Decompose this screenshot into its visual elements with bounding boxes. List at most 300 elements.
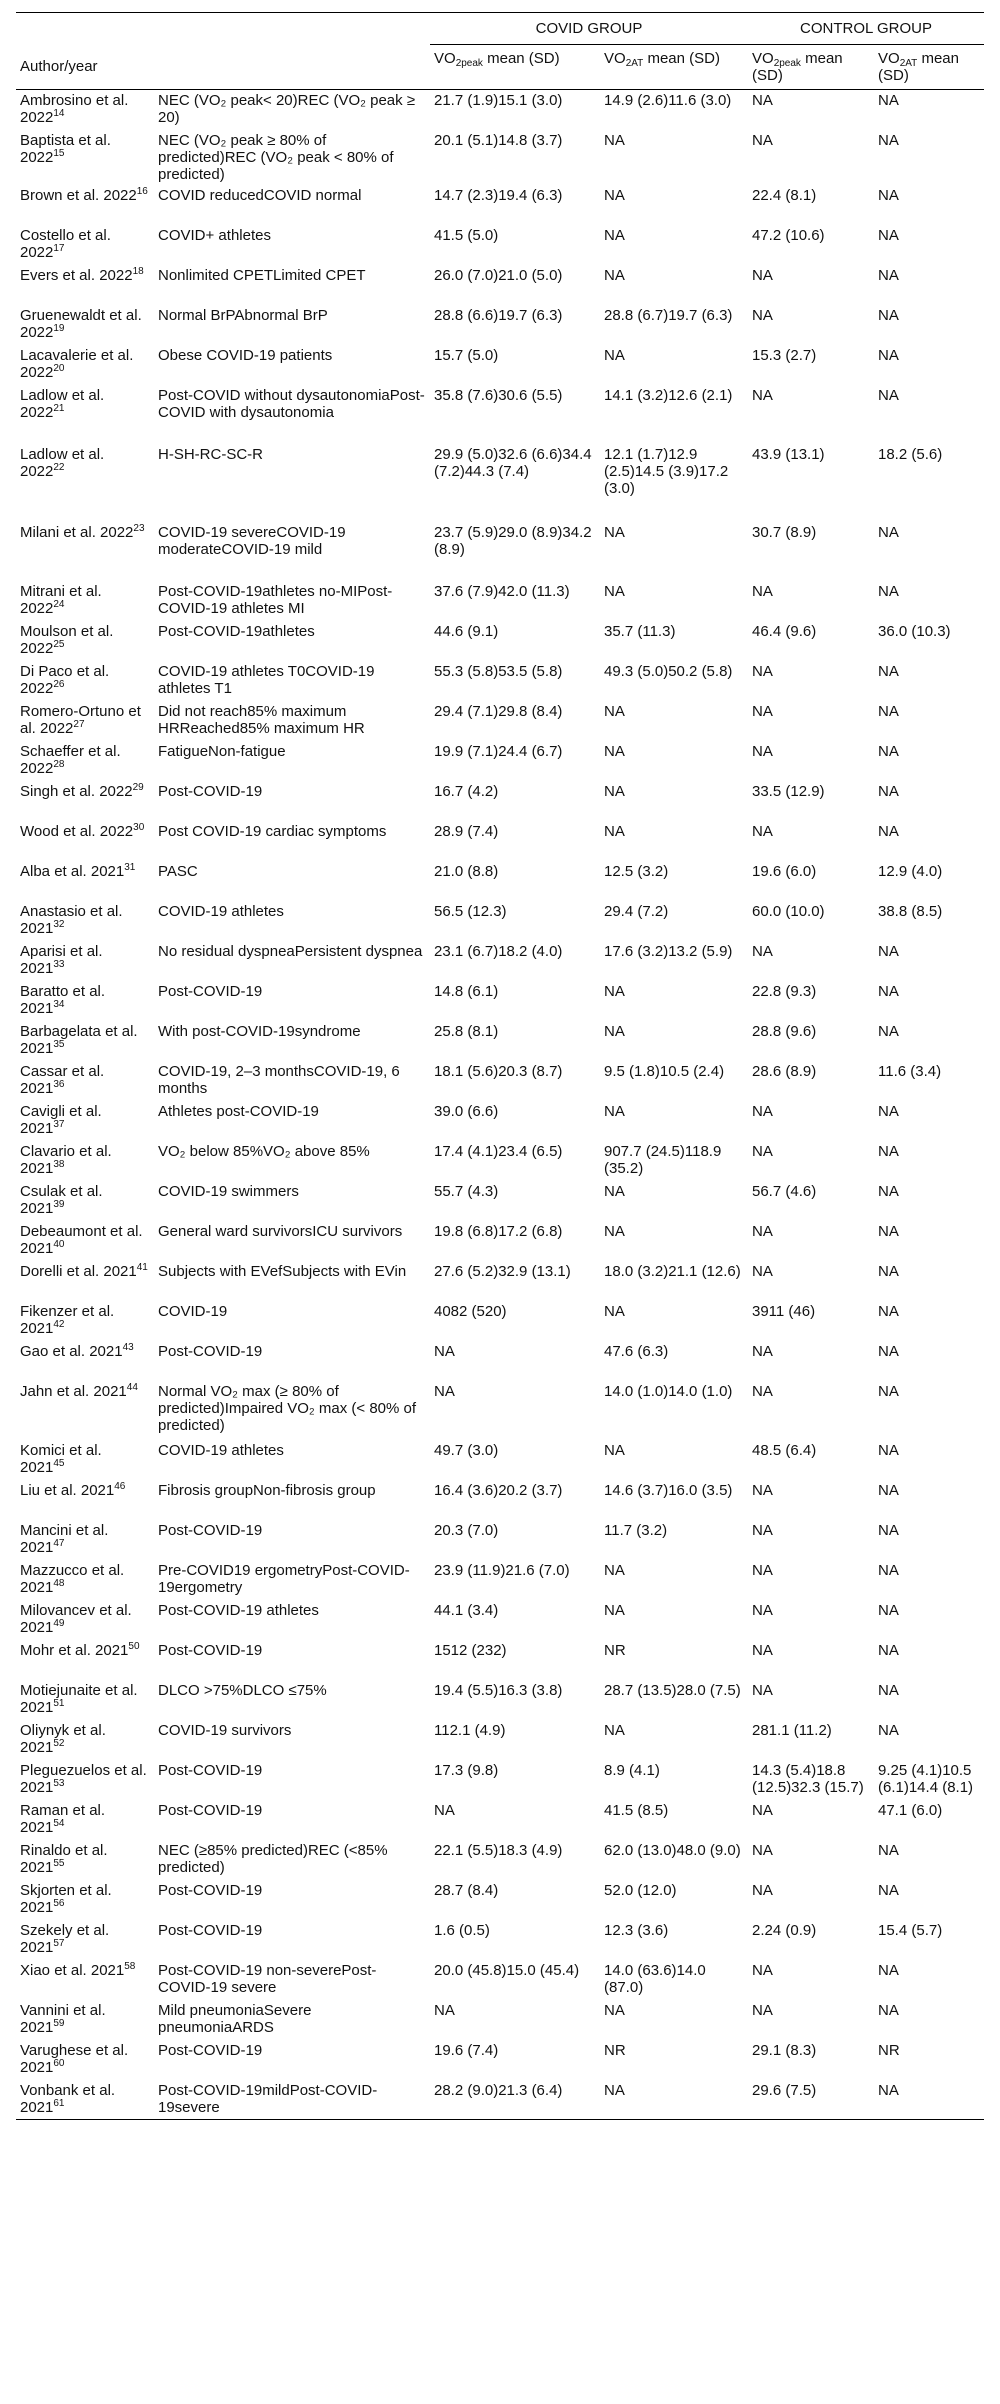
author-year-text: Di Paco et al. 2022 (20, 662, 110, 697)
cell-covid-vo2peak: 25.8 (8.1) (434, 1022, 499, 1040)
cell-group: Subjects with EVefSubjects with EVin (158, 1262, 407, 1280)
table-row (16, 1440, 984, 1480)
cell-covid-vo2at: NA (604, 1182, 625, 1200)
cell-control-vo2peak: NA (752, 582, 773, 600)
author-year-text: Komici et al. 2021 (20, 1441, 102, 1476)
cell-control-vo2peak: 19.6 (6.0) (752, 862, 817, 880)
cell-covid-vo2at: NA (604, 1022, 625, 1040)
author-year-text: Aparisi et al. 2021 (20, 942, 103, 977)
cell-group: Post COVID-19 cardiac symptoms (158, 822, 387, 840)
cell-covid-vo2at: NA (604, 2001, 625, 2019)
author-year-text: Mancini et al. 2021 (20, 1521, 109, 1556)
cell-covid-vo2peak: 112.1 (4.9) (434, 1721, 506, 1739)
cell-covid-vo2at: 47.6 (6.3) (604, 1342, 669, 1360)
cell-covid-vo2peak: 29.4 (7.1)29.8 (8.4) (434, 702, 563, 720)
cell-covid-vo2peak: 35.8 (7.6)30.6 (5.5) (434, 386, 563, 404)
author-year-text: Vannini et al. 2021 (20, 2001, 106, 2036)
reference-number: 42 (53, 1318, 65, 1330)
cell-control-vo2peak: NA (752, 1561, 773, 1579)
cell-control-vo2peak: NA (752, 662, 773, 680)
cell-group: COVID-19, 2–3 monthsCOVID-19, 6 months (158, 1062, 400, 1097)
reference-number: 49 (53, 1617, 65, 1629)
table-row (16, 1560, 984, 1600)
cell-control-vo2peak: 60.0 (10.0) (752, 902, 825, 920)
cell-author (16, 1640, 154, 1680)
cell-control-vo2peak: NA (752, 1342, 773, 1360)
table-row (16, 1760, 984, 1800)
table-row (16, 1920, 984, 1960)
cell-author (16, 1520, 154, 1560)
cell-group: Obese COVID-19 patients (158, 346, 333, 364)
table-row (16, 1141, 984, 1181)
reference-number: 58 (124, 1960, 136, 1972)
reference-number: 20 (53, 362, 65, 374)
cell-author (16, 1181, 154, 1221)
cell-control-vo2at: NA (878, 131, 899, 149)
author-year-text: Mohr et al. 2021 (20, 1641, 129, 1659)
cell-control-vo2at: 47.1 (6.0) (878, 1801, 943, 1819)
cell-control-vo2at: NA (878, 582, 899, 600)
cell-covid-vo2at: NA (604, 346, 625, 364)
cell-control-vo2peak: NA (752, 1881, 773, 1899)
reference-number: 41 (136, 1261, 148, 1273)
cell-control-vo2peak: NA (752, 1601, 773, 1619)
cell-control-vo2at: 38.8 (8.5) (878, 902, 943, 920)
author-year-text: Mitrani et al. 2022 (20, 582, 102, 617)
cell-covid-vo2peak: 55.7 (4.3) (434, 1182, 499, 1200)
cell-control-vo2peak: NA (752, 1801, 773, 1819)
cell-author (16, 1261, 154, 1301)
cell-control-vo2peak: 22.8 (9.3) (752, 982, 817, 1000)
cell-covid-vo2at: 18.0 (3.2)21.1 (12.6) (604, 1262, 741, 1280)
reference-number: 51 (53, 1697, 65, 1709)
table-row (16, 1960, 984, 2000)
header-control-vo2at: $VO_{2AT}$ mean (SD) (874, 45, 984, 90)
cell-covid-vo2peak: 20.0 (45.8)15.0 (45.4) (434, 1961, 580, 1979)
author-year-text: Skjorten et al. 2021 (20, 1881, 112, 1916)
table-row (16, 1181, 984, 1221)
cell-covid-vo2at: 62.0 (13.0)48.0 (9.0) (604, 1841, 741, 1859)
cell-covid-vo2at: 14.0 (1.0)14.0 (1.0) (604, 1382, 733, 1400)
cell-author (16, 661, 154, 701)
cell-group: Post-COVID-19 (158, 2041, 263, 2059)
cell-covid-vo2at: 12.3 (3.6) (604, 1921, 669, 1939)
cell-covid-vo2peak: 18.1 (5.6)20.3 (8.7) (434, 1062, 563, 1080)
reference-number: 16 (136, 185, 148, 197)
cell-covid-vo2peak: 22.1 (5.5)18.3 (4.9) (434, 1841, 563, 1859)
header-covid-group: COVID GROUP (430, 13, 748, 45)
cell-author (16, 1960, 154, 2000)
cell-covid-vo2peak: 4082 (520) (434, 1302, 507, 1320)
cell-control-vo2peak: 28.6 (8.9) (752, 1062, 817, 1080)
cell-control-vo2at: NA (878, 1262, 899, 1280)
cell-control-vo2at: NA (878, 1022, 899, 1040)
cell-control-vo2at: NA (878, 1441, 899, 1459)
cell-author (16, 522, 154, 581)
cell-group: PASC (158, 862, 198, 880)
table-row (16, 861, 984, 901)
cell-group: No residual dyspneaPersistent dyspnea (158, 942, 423, 960)
reference-number: 37 (53, 1118, 65, 1130)
cell-control-vo2peak: NA (752, 386, 773, 404)
cell-covid-vo2at: NA (604, 1102, 625, 1120)
header-group-row (16, 13, 984, 45)
cell-author (16, 581, 154, 621)
cell-author (16, 1061, 154, 1101)
cell-group: FatigueNon-fatigue (158, 742, 286, 760)
cell-covid-vo2at: NA (604, 1302, 625, 1320)
cell-control-vo2at: NA (878, 92, 899, 109)
cell-author (16, 621, 154, 661)
author-year-text: Jahn et al. 2021 (20, 1382, 127, 1400)
cell-group: Post-COVID-19 non-severePost-COVID-19 severe (158, 1961, 377, 1996)
cell-covid-vo2at: 11.7 (3.2) (604, 1521, 668, 1539)
cell-group: Post-COVID-19 (158, 1801, 263, 1819)
cell-author (16, 1680, 154, 1720)
header-spacer (16, 13, 430, 45)
cell-control-vo2at: 12.9 (4.0) (878, 862, 943, 880)
reference-number: 54 (53, 1817, 65, 1829)
cell-control-vo2peak: NA (752, 131, 773, 149)
table-row (16, 1480, 984, 1520)
cell-control-vo2at: NA (878, 1721, 899, 1739)
author-year-text: Evers et al. 2022 (20, 266, 133, 284)
cell-covid-vo2peak: 28.9 (7.4) (434, 822, 499, 840)
cell-control-vo2at: NA (878, 1841, 899, 1859)
reference-number: 44 (126, 1381, 138, 1393)
reference-number: 45 (53, 1457, 65, 1469)
reference-number: 24 (53, 598, 65, 610)
cell-control-vo2peak: 14.3 (5.4)18.8 (12.5)32.3 (15.7) (752, 1761, 864, 1796)
author-year-text: Baratto et al. 2021 (20, 982, 106, 1017)
author-year-text: Gruenewaldt et al. 2022 (20, 306, 142, 341)
table-row (16, 1640, 984, 1680)
table-row (16, 1021, 984, 1061)
cell-author (16, 1341, 154, 1381)
cell-control-vo2at: NA (878, 782, 899, 800)
author-year-text: Barbagelata et al. 2021 (20, 1022, 138, 1057)
cell-control-vo2peak: NA (752, 1102, 773, 1120)
cell-covid-vo2at: NA (604, 523, 625, 541)
cell-author (16, 185, 154, 225)
cell-covid-vo2at: 12.5 (3.2) (604, 862, 669, 880)
cell-author (16, 130, 154, 185)
table-row (16, 781, 984, 821)
author-year-text: Xiao et al. 2021 (20, 1961, 125, 1979)
cell-covid-vo2at: 28.8 (6.7)19.7 (6.3) (604, 306, 733, 324)
cell-control-vo2peak: NA (752, 1521, 773, 1539)
cell-control-vo2at: NA (878, 306, 899, 324)
cell-covid-vo2at: 28.7 (13.5)28.0 (7.5) (604, 1681, 741, 1699)
cell-control-vo2peak: NA (752, 1481, 773, 1499)
cell-control-vo2at: NA (878, 226, 899, 244)
cell-control-vo2at: NA (878, 1881, 899, 1899)
cell-covid-vo2peak: 28.2 (9.0)21.3 (6.4) (430, 2080, 600, 2120)
cell-author (16, 1880, 154, 1920)
cell-control-vo2at: 9.25 (4.1)10.5 (6.1)14.4 (8.1) (878, 1761, 974, 1796)
cell-covid-vo2peak: 15.7 (5.0) (434, 346, 499, 364)
cell-author (16, 2080, 154, 2120)
cell-control-vo2peak: 30.7 (8.9) (752, 523, 817, 541)
author-year-text: Liu et al. 2021 (20, 1481, 115, 1499)
author-year-text: Csulak et al. 2021 (20, 1182, 103, 1217)
cell-covid-vo2at: NR (604, 2041, 626, 2059)
cell-group: Post-COVID without dysautonomiaPost-COVID with dysautonomia (158, 386, 425, 421)
cell-control-vo2peak: 28.8 (9.6) (752, 1022, 817, 1040)
reference-number: 53 (53, 1777, 65, 1789)
cell-author (16, 1600, 154, 1640)
author-year-text: Szekely et al. 2021 (20, 1921, 110, 1956)
cell-group: NEC (VO₂ peak ≥ 80% of predicted)REC (VO₂ peak < 80% of predicted) (158, 131, 394, 183)
cell-group: Mild pneumoniaSevere pneumoniaARDS (158, 2001, 312, 2036)
cell-covid-vo2peak: 17.4 (4.1)23.4 (6.5) (434, 1142, 563, 1160)
header-covid-vo2at: $VO_{2AT}$ mean (SD) (600, 45, 748, 90)
cell-control-vo2at: NA (878, 1222, 899, 1240)
cell-control-vo2at: 18.2 (5.6) (878, 445, 943, 463)
cell-covid-vo2peak: 29.9 (5.0)32.6 (6.6)34.4 (7.2)44.3 (7.4) (434, 445, 592, 480)
reference-number: 22 (53, 461, 65, 473)
table-row (16, 741, 984, 781)
cell-group: COVID+ athletes (158, 226, 271, 244)
reference-number: 30 (133, 821, 145, 833)
cell-covid-vo2peak: NA (434, 1382, 455, 1400)
reference-number: 39 (53, 1198, 65, 1210)
cell-control-vo2at: 15.4 (5.7) (878, 1921, 943, 1939)
cell-covid-vo2peak: 20.1 (5.1)14.8 (3.7) (434, 131, 563, 149)
cell-covid-vo2peak: NA (434, 1342, 455, 1360)
cell-covid-vo2at: 12.1 (1.7)12.9 (2.5)14.5 (3.9)17.2 (3.0) (604, 445, 729, 497)
cell-covid-vo2at: NA (604, 702, 625, 720)
cell-covid-vo2peak: 27.6 (5.2)32.9 (13.1) (434, 1262, 571, 1280)
cell-covid-vo2peak: 17.3 (9.8) (434, 1761, 499, 1779)
cell-covid-vo2at: 17.6 (3.2)13.2 (5.9) (604, 942, 733, 960)
cell-control-vo2peak: NA (752, 2001, 773, 2019)
cell-covid-vo2peak: 26.0 (7.0)21.0 (5.0) (434, 266, 563, 284)
cell-author (16, 1560, 154, 1600)
cell-control-vo2at: NA (878, 1182, 899, 1200)
cell-author (16, 1381, 154, 1440)
cell-author (16, 225, 154, 265)
cell-control-vo2peak: 47.2 (10.6) (752, 226, 825, 244)
reference-number: 19 (53, 322, 65, 334)
cell-author (16, 1301, 154, 1341)
cell-control-vo2peak: NA (752, 942, 773, 960)
table-row (16, 981, 984, 1021)
author-year-text: Gao et al. 2021 (20, 1342, 123, 1360)
cell-control-vo2at: NA (878, 2001, 899, 2019)
reference-number: 40 (53, 1238, 65, 1250)
cell-control-vo2peak: 2.24 (0.9) (752, 1921, 817, 1939)
table-row (16, 901, 984, 941)
cell-group: Fibrosis groupNon-fibrosis group (158, 1481, 376, 1499)
table-row (16, 2000, 984, 2040)
reference-number: 21 (53, 402, 65, 414)
reference-number: 17 (53, 242, 65, 254)
cell-covid-vo2at: 35.7 (11.3) (604, 622, 676, 640)
author-year-text: Vonbank et al. 2021 (20, 2081, 116, 2116)
cell-covid-vo2at: NA (604, 982, 625, 1000)
cell-control-vo2at: NA (878, 266, 899, 284)
cell-covid-vo2peak: 14.8 (6.1) (434, 982, 499, 1000)
author-year-text: Clavario et al. 2021 (20, 1142, 112, 1177)
cell-control-vo2peak: NA (752, 742, 773, 760)
cell-covid-vo2at: 9.5 (1.8)10.5 (2.4) (604, 1062, 725, 1080)
cell-group: Athletes post-COVID-19 (158, 1102, 319, 1120)
reference-number: 31 (124, 861, 136, 873)
header-covid-vo2peak: $VO_{2peak}$ mean (SD) (430, 45, 600, 90)
cell-group: Post-COVID-19athletes (158, 622, 315, 640)
cell-author (16, 1920, 154, 1960)
cell-control-vo2peak: 46.4 (9.6) (752, 622, 817, 640)
cell-group: COVID-19 severeCOVID-19 moderateCOVID-19 mild (158, 523, 346, 558)
cell-control-vo2peak: 48.5 (6.4) (752, 1441, 817, 1459)
cell-author (16, 901, 154, 941)
cell-group: With post-COVID-19syndrome (158, 1022, 361, 1040)
table-row (16, 941, 984, 981)
cell-group: DLCO >75%DLCO ≤75% (158, 1681, 327, 1699)
cell-group: Post-COVID-19 (158, 1921, 263, 1939)
reference-number: 28 (53, 758, 65, 770)
cell-author (16, 701, 154, 741)
cell-covid-vo2peak: 19.6 (7.4) (434, 2041, 499, 2059)
cell-covid-vo2at: 49.3 (5.0)50.2 (5.8) (604, 662, 733, 680)
cell-author (16, 981, 154, 1021)
cell-covid-vo2peak: 1.6 (0.5) (434, 1921, 490, 1939)
cell-covid-vo2peak: 39.0 (6.6) (434, 1102, 499, 1120)
author-year-text: Motiejunaite et al. 2021 (20, 1681, 138, 1716)
cell-group: Post-COVID-19 (158, 1761, 263, 1779)
cell-group: Nonlimited CPETLimited CPET (158, 266, 366, 284)
cell-covid-vo2peak: 55.3 (5.8)53.5 (5.8) (434, 662, 563, 680)
reference-number: 32 (53, 918, 65, 930)
author-year-text: Brown et al. 2022 (20, 186, 137, 204)
cell-control-vo2peak: NA (752, 1681, 773, 1699)
reference-number: 43 (122, 1341, 134, 1353)
reference-number: 34 (53, 998, 65, 1010)
reference-number: 33 (53, 958, 65, 970)
cell-group: Post-COVID-19 (158, 982, 263, 1000)
cell-covid-vo2peak: 23.1 (6.7)18.2 (4.0) (434, 942, 563, 960)
cell-covid-vo2peak: 49.7 (3.0) (434, 1441, 499, 1459)
table-row (16, 621, 984, 661)
cell-control-vo2peak: NA (752, 1262, 773, 1280)
cell-control-vo2peak: 15.3 (2.7) (752, 346, 817, 364)
cell-control-vo2peak: 281.1 (11.2) (752, 1721, 832, 1739)
author-year-text: Lacavalerie et al. 2022 (20, 346, 134, 381)
cell-covid-vo2peak: 1512 (232) (434, 1641, 507, 1659)
cell-author (16, 1101, 154, 1141)
cell-covid-vo2at: 29.4 (7.2) (604, 902, 669, 920)
cell-author (16, 444, 154, 522)
author-year-text: Singh et al. 2022 (20, 782, 133, 800)
table-row (16, 1381, 984, 1440)
cell-control-vo2at: NA (878, 1961, 899, 1979)
table-body (16, 90, 984, 2120)
cell-covid-vo2at: NA (604, 742, 625, 760)
author-year-text: Debeaumont et al. 2021 (20, 1222, 143, 1257)
table-row (16, 185, 984, 225)
cell-author (16, 2040, 154, 2080)
cell-covid-vo2peak: 44.6 (9.1) (434, 622, 499, 640)
author-year-text: Raman et al. 2021 (20, 1801, 106, 1836)
table-row (16, 1720, 984, 1760)
table-row (16, 444, 984, 522)
cell-author (16, 1720, 154, 1760)
reference-number: 14 (53, 108, 65, 119)
cell-covid-vo2peak: 20.3 (7.0) (434, 1521, 499, 1539)
cell-control-vo2at: 11.6 (3.4) (878, 1062, 942, 1080)
cell-group: H-SH-RC-SC-R (158, 445, 263, 463)
cell-control-vo2at: NA (878, 822, 899, 840)
reference-number: 18 (132, 265, 144, 277)
cell-author (16, 941, 154, 981)
cell-group: Post-COVID-19 (158, 1342, 263, 1360)
cell-control-vo2at: NA (878, 1142, 899, 1160)
cell-author (16, 781, 154, 821)
cell-author (16, 1760, 154, 1800)
table-row (16, 1840, 984, 1880)
cell-control-vo2peak: NA (752, 1641, 773, 1659)
cell-control-vo2at: NA (878, 1102, 899, 1120)
cell-group: COVID reducedCOVID normal (158, 186, 362, 204)
reference-number: 59 (53, 2017, 65, 2029)
cell-group: Post-COVID-19 (158, 1881, 263, 1899)
cell-covid-vo2peak: 28.7 (8.4) (434, 1881, 499, 1899)
cell-covid-vo2peak: 44.1 (3.4) (434, 1601, 499, 1619)
cell-covid-vo2at: NA (604, 1441, 625, 1459)
table-row (16, 90, 984, 130)
author-year-text: Ladlow et al. 2022 (20, 386, 105, 421)
table-header (16, 13, 984, 90)
reference-number: 55 (53, 1857, 65, 1869)
cell-covid-vo2at: NA (604, 782, 625, 800)
cell-group: Post-COVID-19 (158, 1521, 263, 1539)
cell-covid-vo2at: NA (604, 1601, 625, 1619)
cell-covid-vo2at: NA (604, 1561, 625, 1579)
header-control-group: CONTROL GROUP (748, 13, 984, 45)
reference-number: 25 (53, 638, 65, 650)
table-row (16, 522, 984, 581)
cell-group: COVID-19 swimmers (158, 1182, 299, 1200)
table-row (16, 2080, 984, 2120)
reference-number: 61 (53, 2097, 65, 2109)
cell-control-vo2at: NA (878, 346, 899, 364)
cell-covid-vo2peak: NA (434, 1801, 455, 1819)
cell-control-vo2at: NA (878, 1342, 899, 1360)
cell-control-vo2peak: 22.4 (8.1) (752, 186, 817, 204)
cell-control-vo2at: NA (878, 1681, 899, 1699)
cell-covid-vo2peak: 41.5 (5.0) (434, 226, 499, 244)
header-author-year: Author/year (16, 45, 430, 90)
cell-covid-vo2at: 52.0 (12.0) (604, 1881, 677, 1899)
cell-covid-vo2at: NA (604, 131, 625, 149)
table-row (16, 385, 984, 444)
cell-control-vo2at: NA (878, 386, 899, 404)
cell-covid-vo2at: 14.9 (2.6)11.6 (3.0) (604, 92, 732, 109)
reference-number: 52 (53, 1737, 65, 1749)
cell-covid-vo2peak: 21.7 (1.9)15.1 (3.0) (434, 92, 563, 109)
data-table (16, 12, 984, 2120)
cell-group: Pre-COVID19 ergometryPost-COVID-19ergometry (158, 1561, 410, 1596)
cell-group: COVID-19 athletes (158, 902, 284, 920)
cell-covid-vo2peak: 28.8 (6.6)19.7 (6.3) (434, 306, 563, 324)
author-year-text: Dorelli et al. 2021 (20, 1262, 137, 1280)
header-control-vo2peak: $VO_{2peak}$ mean (SD) (748, 45, 874, 90)
reference-number: 27 (73, 718, 85, 730)
table-row (16, 2040, 984, 2080)
cell-control-vo2at: NA (878, 662, 899, 680)
cell-control-vo2peak: NA (752, 1382, 773, 1400)
